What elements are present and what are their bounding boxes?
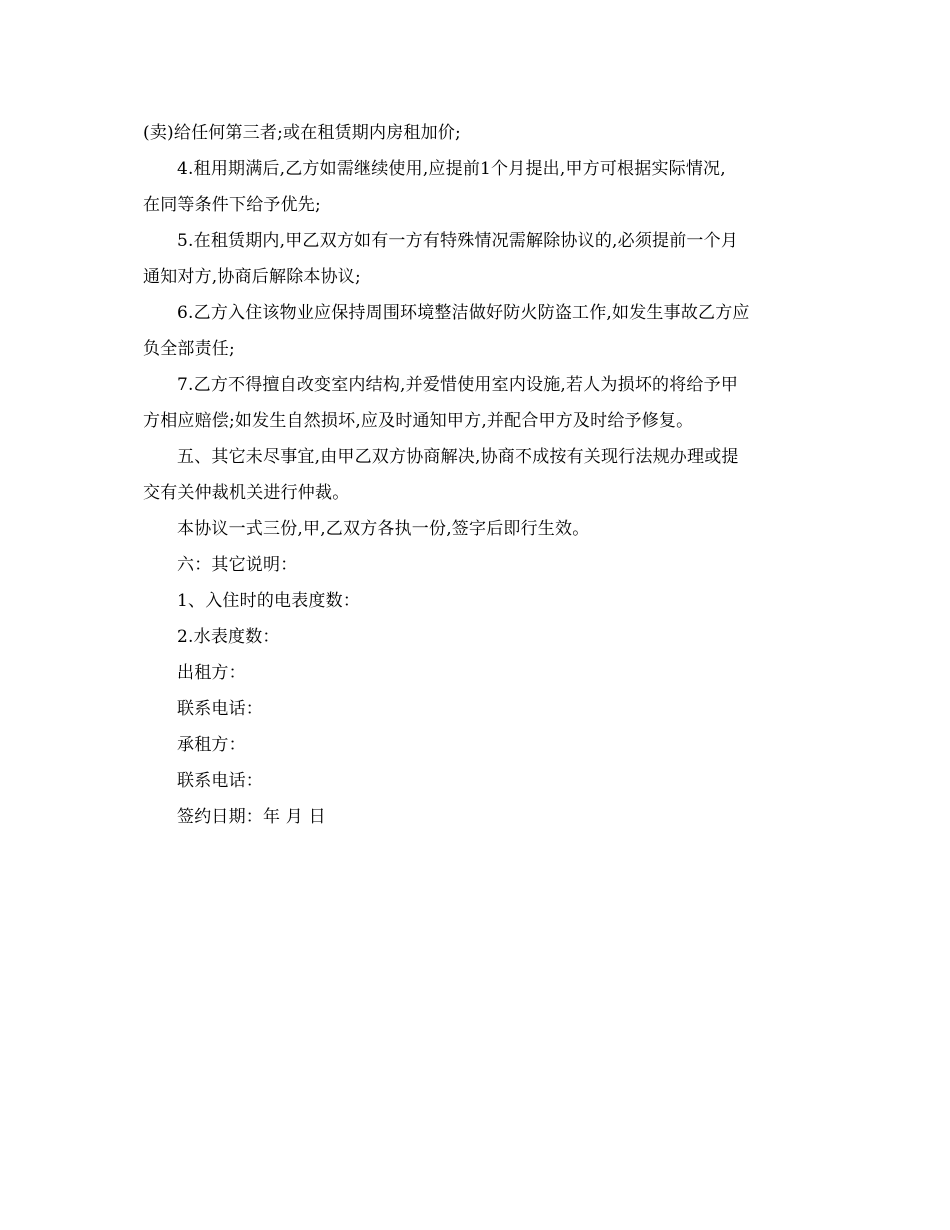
text-line: 负全部责任; xyxy=(143,339,235,359)
text-line: 4.租用期满后,乙方如需继续使用,应提前1个月提出,甲方可根据实际情况, xyxy=(177,159,726,179)
text-line: (卖)给任何第三者;或在租赁期内房租加价; xyxy=(143,123,461,143)
meter-electric-field: 1、入住时的电表度数： xyxy=(177,591,361,611)
text-line: 在同等条件下给予优先; xyxy=(143,195,321,215)
lessor-phone-field: 联系电话： xyxy=(177,699,263,719)
text-line: 5.在租赁期内,甲乙双方如有一方有特殊情况需解除协议的,必须提前一个月 xyxy=(177,231,739,251)
document-page xyxy=(143,115,808,835)
text-line: 本协议一式三份,甲,乙双方各执一份,签字后即行生效。 xyxy=(177,519,590,539)
text-line: 通知对方,协商后解除本协议; xyxy=(143,267,361,287)
lessee-field: 承租方： xyxy=(177,735,246,755)
text-line: 7.乙方不得擅自改变室内结构,并爱惜使用室内设施,若人为损坏的将给予甲 xyxy=(177,375,739,395)
text-line: 6.乙方入住该物业应保持周围环境整洁做好防火防盗工作,如发生事故乙方应 xyxy=(177,303,750,323)
lessee-phone-field: 联系电话： xyxy=(177,771,263,791)
text-line: 方相应赔偿;如发生自然损坏,应及时通知甲方,并配合甲方及时给予修复。 xyxy=(143,411,694,431)
signing-date-field: 签约日期：年 月 日 xyxy=(177,807,326,827)
text-line: 五、其它未尽事宜,由甲乙双方协商解决,协商不成按有关现行法规办理或提 xyxy=(177,447,739,467)
section-heading: 六：其它说明： xyxy=(177,555,298,575)
text-line: 交有关仲裁机关进行仲裁。 xyxy=(143,483,350,503)
meter-water-field: 2.水表度数： xyxy=(177,627,280,647)
lessor-field: 出租方： xyxy=(177,663,246,683)
